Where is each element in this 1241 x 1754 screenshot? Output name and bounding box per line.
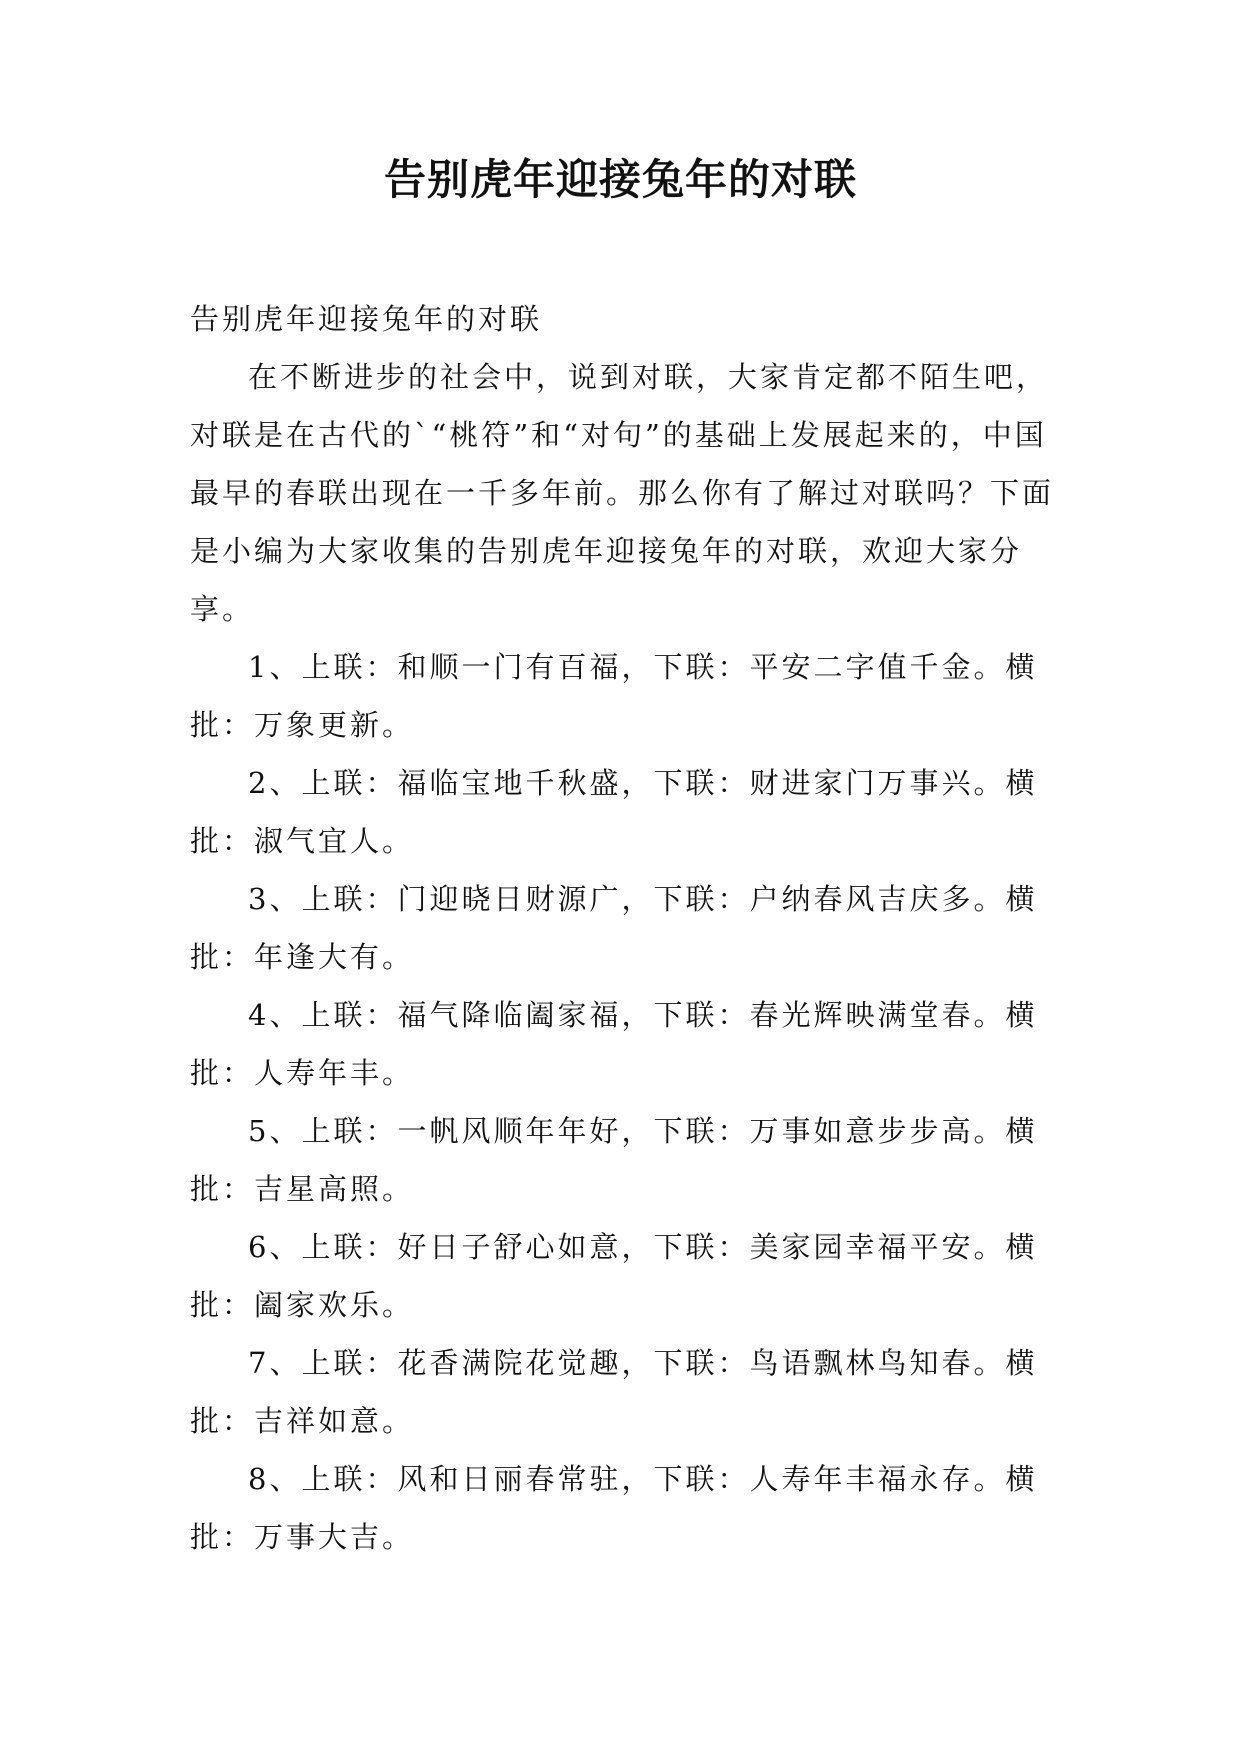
couplet-paragraph-2: 2、上联：福临宝地千秋盛，下联：财进家门万事兴。横批：淑气宜人。 [190,766,1038,858]
document-title: 告别虎年迎接兔年的对联 [383,155,857,204]
couplet-paragraph-7: 7、上联：花香满院花觉趣，下联：鸟语飘林鸟知春。横批：吉祥如意。 [190,1346,1038,1438]
couplet-paragraph-8: 8、上联：风和日丽春常驻，下联：人寿年丰福永存。横批：万事大吉。 [190,1462,1038,1554]
document-body [190,290,1070,1566]
couplet-paragraph-3: 3、上联：门迎晓日财源广，下联：户纳春风吉庆多。横批：年逢大有。 [190,882,1038,974]
document-subtitle: 告别虎年迎接兔年的对联 [190,302,543,336]
couplet-paragraph-5: 5、上联：一帆风顺年年好，下联：万事如意步步高。横批：吉星高照。 [190,1114,1038,1206]
couplet-paragraph-1: 1、上联：和顺一门有百福，下联：平安二字值千金。横批：万象更新。 [190,650,1038,742]
intro-paragraph: 在不断进步的社会中，说到对联，大家肯定都不陌生吧，对联是在古代的`“桃符”和“对句”的基础上发展起来的，中国最早的春联出现在一千多年前。那么你有了解过对联吗？下面是小编为大家收集的告别虎年迎接兔年的对联，欢迎大家分享。 [190,360,1055,626]
couplet-paragraph-4: 4、上联：福气降临阖家福，下联：春光辉映满堂春。横批：人寿年丰。 [190,998,1038,1090]
couplet-paragraph-6: 6、上联：好日子舒心如意，下联：美家园幸福平安。横批：阖家欢乐。 [190,1230,1038,1322]
